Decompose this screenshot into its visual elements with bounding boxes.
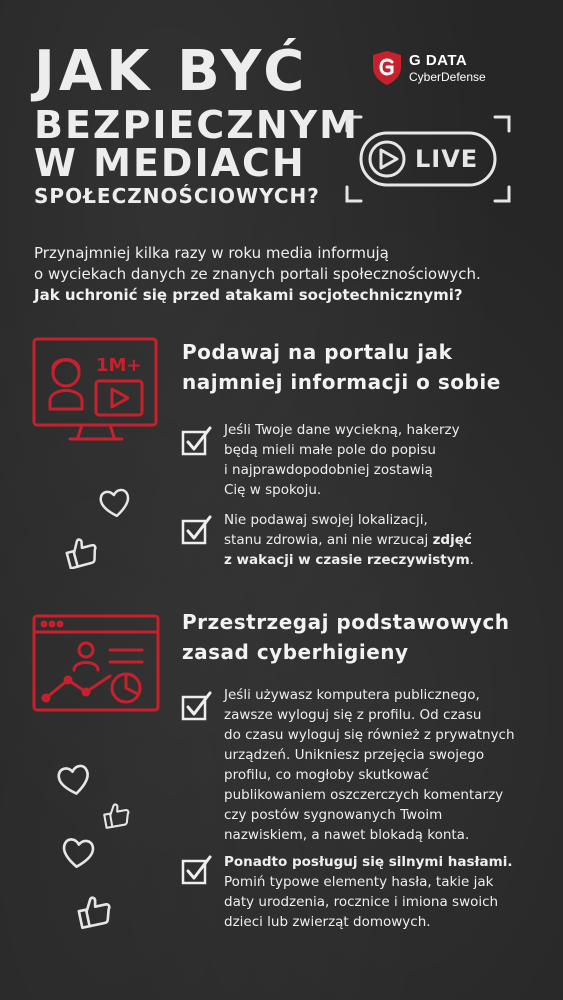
section2-tip1-line: do czasu wyloguj się również z prywatnych [224,727,515,743]
section2-tip1-line: urządzeń. Unikniesz przejęcia swojego [224,747,485,763]
tip2-normal-text: stanu zdrowia, ani nie wrzucaj [224,532,433,548]
heart-icon [98,487,132,519]
section1-tip2-line: Nie podawaj swojej lokalizacji, [224,512,428,528]
section1-tip1-line: Cię w spokoju. [224,482,322,498]
logo-brand: G DATA [409,52,468,69]
title-line-1: JAK BYĆ [34,39,309,104]
intro-line-1: Przynajmniej kilka razy w roku media informują [34,244,389,262]
gdata-shield-icon [371,50,403,86]
section1-tip2-line [224,530,474,550]
section1-tip2 [224,510,474,570]
section1-tip1-line: i najprawdopodobniej zostawią [224,462,433,478]
section2-tip1 [224,685,515,845]
logo-subtitle: CyberDefense [409,70,486,84]
section2-tip2-line: dzieci lub zwierząt domowych. [224,914,431,930]
section2-title-line1: Przestrzegaj podstawowych [182,610,510,634]
monitor-user-icon [30,335,162,445]
checkbox-check-icon [180,690,212,722]
tip2-tail-text: . [469,552,474,568]
section2-tip1-line: Jeśli używasz komputera publicznego, [224,687,480,703]
thumbs-up-icon [76,893,114,929]
section2-tip2-bold: Ponadto posługuj się silnymi hasłami. [224,854,513,870]
section1-title-line2: najmniej informacji o sobie [182,370,501,394]
section2-tip2-line: daty urodzenia, rocznice i imiona swoich [224,894,499,910]
section1-tip1-line: będą mieli małe pole do popisu [224,442,436,458]
live-badge [343,113,513,205]
section2-tip1-line: profilu, co mogłoby skutkować [224,767,429,783]
section2-tip1-line: zawsze wyloguj się z profilu. Od czasu [224,707,482,723]
section1-tip1-line: Jeśli Twoje dane wyciekną, hakerzy [224,422,460,438]
title-line-3: W MEDIACH [34,141,306,185]
checkbox-check-icon [180,854,212,886]
section1-tip2-line [224,550,474,570]
heart-icon [60,836,96,870]
heart-icon [56,763,92,797]
title-line-2: BEZPIECZNYM [34,103,359,147]
section2-title-line2: zasad cyberhigieny [182,640,409,664]
section1-tip1 [224,420,460,500]
section2-tip1-line: publikowaniem oszczerczych komentarzy [224,787,504,803]
tip2-bold-text: z wakacji w czasie rzeczywistym [224,552,470,568]
live-label: LIVE [415,145,479,173]
browser-analytics-icon [30,612,162,716]
intro-question: Jak uchronić się przed atakami socjotechnicznymi? [34,286,463,304]
section2-tip1-line: nazwiskiem, a nawet blokadą konta. [224,827,470,843]
icon-badge-text: 1M+ [96,355,142,376]
checkbox-check-icon [180,425,212,457]
tip2-bold-text: zdjęć [432,532,472,548]
section1-title-line1: Podawaj na portalu jak [182,340,453,364]
title-line-4: SPOŁECZNOŚCIOWYCH? [34,184,320,208]
thumbs-up-icon [102,800,132,830]
section2-tip2-line [224,852,513,872]
checkbox-check-icon [180,514,212,546]
section2-tip2-line: Pomiń typowe elementy hasła, takie jak [224,874,494,890]
intro-line-2: o wyciekach danych ze znanych portali społecznościowych. [34,265,481,283]
section2-tip1-line: czy postów sygnowanych Twoim [224,807,443,823]
section2-tip2 [224,852,513,932]
thumbs-up-icon [64,535,100,569]
